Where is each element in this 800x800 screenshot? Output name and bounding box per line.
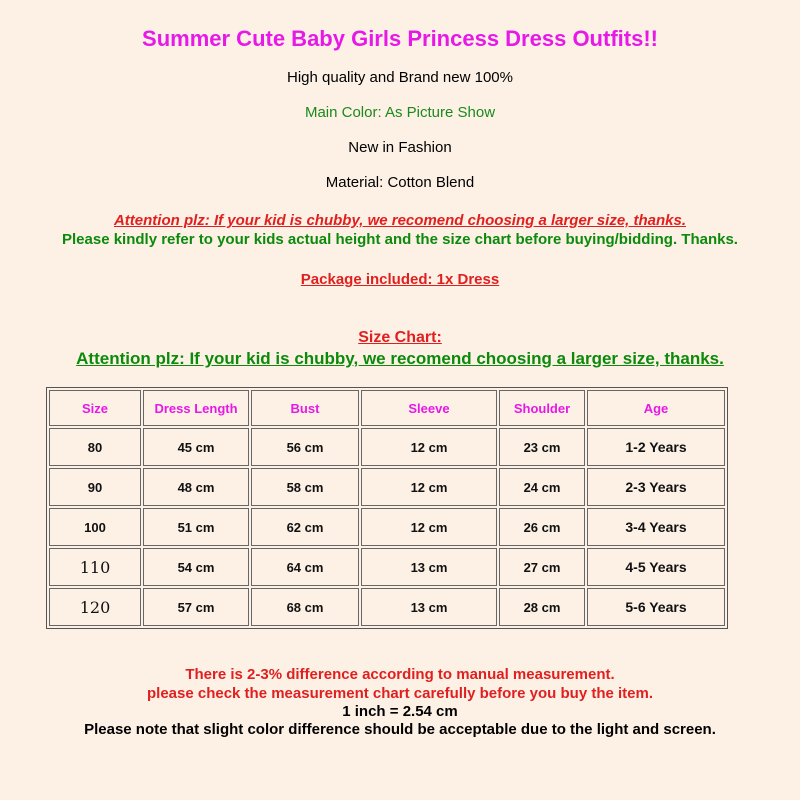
table-cell: 100	[49, 508, 141, 546]
difference-note: There is 2-3% difference according to manual measurement.	[185, 666, 615, 683]
column-header: Shoulder	[499, 390, 585, 426]
inch-conversion: 1 inch = 2.54 cm	[342, 703, 458, 720]
table-row	[49, 468, 725, 506]
table-cell: 13 cm	[361, 548, 497, 586]
table-row	[49, 508, 725, 546]
table-row	[49, 548, 725, 586]
attention-note: Attention plz: If your kid is chubby, we recomend choosing a larger size, thanks.	[113, 212, 687, 229]
table-cell: 58 cm	[251, 468, 359, 506]
table-row	[49, 588, 725, 626]
quality-text: High quality and Brand new 100%	[287, 69, 513, 86]
table-cell: 24 cm	[499, 468, 585, 506]
table-cell: 26 cm	[499, 508, 585, 546]
size-chart-table	[46, 387, 728, 629]
size-chart-attention: Attention plz: If your kid is chubby, we recomend choosing a larger size, thanks.	[76, 349, 724, 368]
size-chart-heading: Size Chart:	[358, 329, 442, 346]
table-cell: 90	[49, 468, 141, 506]
table-cell: 3-4 Years	[587, 508, 725, 546]
table-cell: 12 cm	[361, 508, 497, 546]
table-cell: 1-2 Years	[587, 428, 725, 466]
column-header: Dress Length	[143, 390, 249, 426]
column-header: Age	[587, 390, 725, 426]
table-cell: 57 cm	[143, 588, 249, 626]
table-row	[49, 428, 725, 466]
table-cell: 51 cm	[143, 508, 249, 546]
table-cell: 64 cm	[251, 548, 359, 586]
page-title: Summer Cute Baby Girls Princess Dress Outfits!!	[142, 26, 658, 51]
fashion-text: New in Fashion	[348, 139, 452, 156]
table-cell: 48 cm	[143, 468, 249, 506]
refer-note: Please kindly refer to your kids actual height and the size chart before buying/bidding. Thanks.	[62, 231, 738, 248]
table-header-row	[49, 390, 725, 426]
table-cell: 68 cm	[251, 588, 359, 626]
table-cell: 110	[49, 548, 141, 586]
table-cell: 54 cm	[143, 548, 249, 586]
material-text: Material: Cotton Blend	[325, 174, 475, 191]
main-color-text: Main Color: As Picture Show	[304, 104, 496, 121]
color-difference-note: Please note that slight color difference should be acceptable due to the light and screen.	[84, 721, 716, 738]
table-cell: 4-5 Years	[587, 548, 725, 586]
table-cell: 12 cm	[361, 428, 497, 466]
table-cell: 2-3 Years	[587, 468, 725, 506]
table-cell: 23 cm	[499, 428, 585, 466]
table-cell: 12 cm	[361, 468, 497, 506]
column-header: Sleeve	[361, 390, 497, 426]
table-cell: 13 cm	[361, 588, 497, 626]
table-cell: 5-6 Years	[587, 588, 725, 626]
table-cell: 56 cm	[251, 428, 359, 466]
table-cell: 27 cm	[499, 548, 585, 586]
column-header: Size	[49, 390, 141, 426]
package-text: Package included: 1x Dress	[300, 271, 500, 288]
table-cell: 120	[49, 588, 141, 626]
column-header: Bust	[251, 390, 359, 426]
table-cell: 45 cm	[143, 428, 249, 466]
table-cell: 28 cm	[499, 588, 585, 626]
table-cell: 62 cm	[251, 508, 359, 546]
table-cell: 80	[49, 428, 141, 466]
check-note: please check the measurement chart carefully before you buy the item.	[146, 685, 653, 702]
